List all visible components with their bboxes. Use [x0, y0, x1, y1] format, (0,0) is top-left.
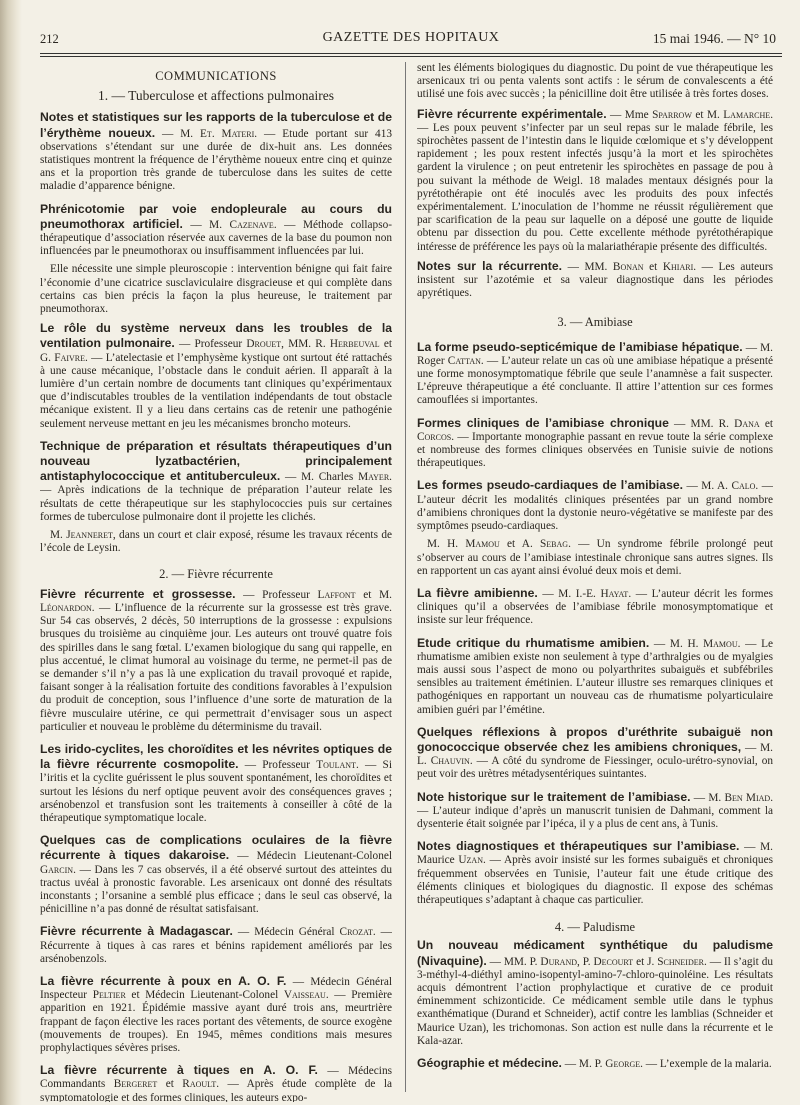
- article-body: , dans un court et clair exposé, résume les travaux récents de l’école de Leysin.: [40, 529, 392, 555]
- section-heading-amibiase: 3. — Amibiase: [557, 315, 633, 330]
- author-name: Toulant: [316, 759, 356, 772]
- author-name: Sparrow: [652, 108, 692, 121]
- article-heading: Technique de préparation et résultats thérapeutiques d’un nouveau lyzatbactérien, principalement antistaphylococcique et antituberculeux.: [40, 438, 392, 484]
- article-body: . — Les auteurs insistent sur l’azotémie et sa valeur diagnostique dans les périodes apyrétiques.: [417, 260, 773, 300]
- article-heading: Notes et statistiques sur les rapports de la tuberculose et de l’érythème noueux.: [40, 110, 392, 140]
- article-tiques-aof: La fièvre récurrente à tiques en A. O. F. — Médecins Commandants Bergeret et Raoult. — Après étude complète de la symptomatologie et des formes cliniques, les auteurs expo-: [40, 1063, 392, 1102]
- article-body: . — Si l’iritis et la cyclite guérissent le plus souvent spontanément, les choroïdites et surtout les lésions du nerf optique peuvent avoir des conséquences graves ; arsénobenzol et transfusion sont les traitements à conseiller à côté de la thérapeutique symptomatique locale.: [40, 759, 392, 824]
- author-name: Raoult: [182, 1078, 217, 1091]
- author-name: Garcin: [40, 863, 74, 876]
- article-body: . — L’atelectasie et l’emphysème kystique ont surtout été rattachés à une cause mécanique, l’obstacle dans le conduit aérien. Il apparaît à la lumière d’un certain nombre de documents tant cliniques qu’expérimentaux que d’indiscutables troubles de la ventilation indépendants de tout obstacle mécanique existent. Il y a lieu dans certains cas de retenir une pathogénie seulement nerveuse mettant en jeu les mécanismes broncho moteurs.: [40, 351, 392, 430]
- article-rhumatisme: Etude critique du rhumatisme amibien. — M. H. Mamou. — Le rhumatisme amibien existe non seulement à type d’arthralgies ou de myalgies mais aussi sous l’aspect de mono ou polyarthrites subaiguës et subfébriles sensibles au traitement émétinien. L’auteur illustre ses remarques cliniques et pathogéniques en rapportant un nouveau cas de rhumatisme polyarticulaire amibien guéri par l’émétine.: [417, 635, 773, 716]
- author-name: Calo: [731, 480, 756, 493]
- author-name: Bonan: [612, 260, 644, 273]
- article-urethrite: Quelques réflexions à propos d’uréthrite subaiguë non gonococcique observée chez les amibiens chroniques, — M. L. Chauvin. — A côté du syndrome de Fiessinger, oculo-urétro-synovial, on peut voir des urètres métadysentériques suintantes.: [417, 724, 773, 781]
- article-irido-cyclites: Les irido-cyclites, les choroïdites et les névrites optiques de la fièvre récurrente cosmopolite. — Professeur Toulant. — Si l’iritis et la cyclite guérissent le plus souvent spontanément, les choroïdites et surtout les lésions du nerf optique peuvent avoir des conséquences graves ; arsénobenzol et transfusion sont les traitements à conseiller à côté de la thérapeutique symptomatique locale.: [40, 741, 392, 824]
- article-body: . — Importante monographie passant en revue toute la série complexe et nombreuse des formes cliniques observées en Tunisie suivie de notions thérapeutiques.: [417, 430, 773, 470]
- article-nivaquine: Un nouveau médicament synthétique du paludisme (Nivaquine). — MM. P. Durand, P. Decourt et J. Schneider. — Il s’agit du 3-méthyl-4-diéthyl amino-isopentyl-amino-7-chloro-quinoléine. Les résultats acquis démontrent l’action prophylactique et curative de ce produit éminemment schizonticide. Ce médicament semble utile dans le typhus exanthématique (Durand et Schneider), actif contre les lamblias (Schneider et Maurice Uzan), les trichomonas. Son action est nulle dans la récurrente et le Kala-azar.: [417, 938, 773, 1047]
- article-body: . — Récurrente à tiques à cas rares et bénins rapidement améliorés par les arsénobenzols.: [40, 926, 392, 965]
- article-heading: La forme pseudo-septicémique de l’amibiase hépatique.: [417, 339, 743, 354]
- article-heading: Les irido-cyclites, les choroïdites et les névrites optiques de la fièvre récurrente cosmopolite.: [40, 741, 392, 772]
- article-heading: Phrénicotomie par voie endopleurale au cours du pneumothorax artificiel.: [40, 201, 392, 231]
- article-phrenicotomie: Phrénicotomie par voie endopleurale au cours du pneumothorax artificiel. — M. Cazenave. — Méthode collapso-thérapeutique d’association réservée aux cavernes de la base du poumon non influencées par le pneumothorax ou insuffisamment influencées par lui.: [40, 201, 392, 258]
- article-body: . — L’exemple de la malaria.: [640, 1058, 772, 1070]
- article-heading: Un nouveau médicament synthétique du paludisme (Nivaquine).: [417, 938, 773, 968]
- article-heading: Le rôle du système nerveux dans les troubles de la ventilation pulmonaire.: [40, 321, 392, 351]
- author-name: Faivre: [54, 351, 86, 364]
- author-name: George: [605, 1058, 641, 1070]
- issue-date: 15 mai 1946. — N° 10: [652, 31, 776, 46]
- article-heading: Etude critique du rhumatisme amibien.: [417, 635, 650, 650]
- article-heading: La fièvre récurrente à tiques en A. O. F.: [40, 1063, 318, 1078]
- right-column: [417, 62, 773, 1102]
- article-body: . — Etude portant sur 413 observations s’étendant sur une durée de dix-huit ans. Les données statistiques montrent la fréquence de l’érythème noueux entre cinq et quinze ans et la proportion très grande de tuberculose dans les suites de cette maladie d’apparence bénigne.: [40, 127, 392, 193]
- author-name: Jeanneret: [66, 529, 113, 542]
- author-name: Cazenave: [229, 218, 274, 231]
- author-name: Ben Miad: [724, 791, 771, 804]
- article-body: . — L’auteur décrit les modalités cliniques présentées par un grand nombre d’amibiens chroniques dont la dystonie neuro-végétative se manifeste par des symptômes pseudo-cardiaques.: [417, 480, 773, 533]
- article-complications-oculaires: Quelques cas de complications oculaires de la fièvre récurrente à tiques dakaroise. — Médecin Lieutenant-Colonel Garcin. — Dans les 7 cas observés, il a été observé surtout des atteintes du tractus uvéal à pronostic favorable. Les arsenicaux ont donné des résultats inconstants ; l’orsanine a semblé plus efficace ; dans le seul cas observé, la pénicilline n’a pas donné de résultat satisfaisant.: [40, 833, 392, 916]
- article-body: . — Les poux peuvent s’infecter par un seul repas sur le malade fébrile, les spirochètes passent de l’intestin dans le liquide cœlomique et s’y développent rapidement ; les poux restent infectés jusqu’à la mort et les spirochètes gardent la virulence ; on peut entretenir les spirochètes en passage de pou à pou suivant la méthode de Weigl. 18 malades mentaux désignés pour la pyrétothérapie ont été inoculés avec les produits des poux infectés expérimentalement. L’inoculation de l’homme ne réussit régulièrement que par scarification de la peau sur laquelle on a déposé une goutte de liquide obtenu par dissection du pou. Cette excellente méthode pyrétothérapique intéresse de préférence les pays où la malariathérapie présente des difficultés.: [417, 108, 773, 253]
- article-grossesse: Fièvre récurrente et grossesse. — Professeur Laffont et M. Léonardon. — L’influence de la récurrente sur la grossesse est très grave. Sur 54 cas observés, 2 décès, 50 interruptions de la grossesse : expulsions brusques du troisième au cinquième jour. Les auteurs ont trouvé quatre fois des spirilles dans le sang fœtal. L’examen biologique du sang qui rappelle, en plus accentué, le climat humoral au voisinage du terme, ne permet-il pas de se demander s’il n’y a pas là une explication du travail provoqué et rapide, faisant songer à la réalisation fortuite des conditions favorables à l’expulsion du produit de conception, sous l’influence d’une sorte de maturation de la fièvre musculaire utérine, ce qui permettrait d’envisager sous un aspect particulier et nouveau le problème du déterminisme du travail.: [40, 586, 392, 733]
- article-heading: Notes sur la récurrente.: [417, 258, 563, 273]
- author-name: Peltier: [92, 989, 126, 1002]
- article-heading: Fièvre récurrente et grossesse.: [40, 586, 236, 601]
- article-body: . — Méthode collapso-thérapeutique d’association réservée aux cavernes de la base du poumon non influencées par le pneumothorax ou insuffisamment influencées par lui.: [40, 218, 392, 258]
- article-heading: Géographie et médecine.: [417, 1056, 562, 1070]
- newspaper-page: [40, 0, 782, 1105]
- author-name: Schneider: [657, 955, 704, 968]
- article-body: . — L’auteur indique d’après un manuscrit tunisien de Dahmani, comment la dysenterie était soignée par l’ipéca, il y a plus de cent ans, à Tunis.: [417, 791, 773, 830]
- author-name: Sebag: [540, 538, 569, 551]
- article-systeme-nerveux: Le rôle du système nerveux dans les troubles de la ventilation pulmonaire. — Professeur Drouet, MM. R. Herbeuval et G. Faivre. — L’atelectasie et l’emphysème kystique ont surtout été rattachés à une cause mécanique, l’obstacle dans le conduit aérien. Il apparaît à la lumière d’un certain nombre de documents tant cliniques qu’expérimentaux que d’indiscutables troubles de la ventilation indépendants de tout obstacle mécanique existent. Il y a lieu dans certains cas de retenir une pathogénie seulement nerveuse mettant en jeu les mécanismes broncho moteurs.: [40, 321, 392, 430]
- article-body: . — Après indications de la technique de préparation l’auteur relate les résultats de cette thérapeutique sur les staphylococcies puis sur certaines formes de tuberculose pulmonaire dont il projette les clichés.: [40, 471, 392, 523]
- article-body: . — Dans les 7 cas observés, il a été observé surtout des atteintes du tractus uvéal à pronostic favorable. Les arsenicaux ont donné des résultats inconstants ; l’orsanine a semblé plus efficace ; dans le seul cas observé, la pénicilline n’a pas donné de résultat satisfaisant.: [40, 863, 392, 916]
- article-heading: Note historique sur le traitement de l’amibiase.: [417, 789, 691, 804]
- article-body: . — L’influence de la récurrente sur la grossesse est très grave. Sur 54 cas observés, 2 décès, 50 interruptions de la grossesse : expulsions brusques du troisième au cinquième jour. Les auteurs ont trouvé quatre fois des spirilles dans le sang fœtal. L’examen biologique du sang qui rappelle, en plus accentué, le climat humoral au voisinage du terme, ne permet-il pas de se demander s’il n’y a pas là une explication du travail provoqué et rapide, faisant songer à la réalisation fortuite des conditions favorables à l’expulsion du produit de conception, sous l’influence d’une sorte de maturation de la fièvre musculaire utérine, ce qui permettrait d’envisager sous un aspect particulier et nouveau le problème du déterminisme du travail.: [40, 601, 392, 733]
- article-paragraph: M. Jeanneret, dans un court et clair exposé, résume les travaux récents de l’école de Leysin.: [40, 529, 392, 555]
- article-heading: Formes cliniques de l’amibiase chronique: [417, 415, 669, 430]
- author-name: Mamou: [703, 637, 738, 650]
- author-name: Durand: [540, 955, 578, 968]
- page-spine-shadow: [0, 0, 22, 1105]
- article-fievre-amibienne: La fièvre amibienne. — M. I.-E. Hayat. — L’auteur décrit les formes cliniques qu’il a observées de l’amibiase fébrile monosymptomatique et insiste sur leur fréquence.: [417, 585, 773, 627]
- author-name: Vaisseau: [283, 989, 326, 1002]
- author-name: Bergeret: [113, 1078, 158, 1091]
- article-poux-aof: La fièvre récurrente à poux en A. O. F. — Médecin Général Inspecteur Peltier et Médecin Lieutenant-Colonel Vaisseau. — Première apparition en 1921. Épidémie massive ayant duré trois ans, meurtrière frappant de façon élective les races portant des vêtements, de source exogène (mouvements de troupes). En 1945, mêmes conditions mais mesures prophylactiques sévères prises.: [40, 973, 392, 1054]
- header-rule-bottom: [40, 56, 782, 57]
- article-heading: Quelques réflexions à propos d’uréthrite subaiguë non gonococcique observée chez les amibiens chroniques,: [417, 724, 773, 754]
- article-heading: Les formes pseudo-cardiaques de l’amibiase.: [417, 478, 684, 493]
- article-heading: La fièvre récurrente à poux en A. O. F.: [40, 973, 287, 988]
- article-heading: Quelques cas de complications oculaires de la fièvre récurrente à tiques dakaroise.: [40, 833, 392, 863]
- author-name: Lamarche: [723, 108, 771, 121]
- author-name: Uzan: [458, 854, 483, 867]
- article-body: . — Il s’agit du 3-méthyl-4-diéthyl amino-isopentyl-amino-7-chloro-quinoléine. Les résultats acquis démontrent l’action prophylactique et curative de ce produit éminemment schizonticide. Ce médicament semble utile dans le typhus exanthématique (Durand et Schneider), actif contre les lamblias (Schneider et Maurice Uzan), les trichomonas. Son action est nulle dans la récurrente et le Kala-azar.: [417, 955, 773, 1047]
- article-madagascar: Fièvre récurrente à Madagascar. — Médecin Général Crozat. — Récurrente à tiques à cas rares et bénins rapidement améliorés par les arsénobenzols.: [40, 924, 392, 965]
- header-rule-top: [40, 53, 782, 54]
- article-lyzatbacterien: Technique de préparation et résultats thérapeutiques d’un nouveau lyzatbactérien, principalement antistaphylococcique et antituberculeux. — M. Charles Mayer. — Après indications de la technique de préparation l’auteur relate les résultats de cette thérapeutique sur les staphylococcies puis sur certaines formes de tuberculose pulmonaire dont il projette les clichés.: [40, 438, 392, 523]
- author-name: Mamou: [465, 538, 500, 551]
- author-name: Drouet: [246, 338, 282, 351]
- author-name: Mayer: [358, 471, 390, 484]
- article-body: . — L’auteur décrit les formes cliniques qu’il a observées de l’amibiase fébrile monosymptomatique et insiste sur leur fréquence.: [417, 587, 773, 627]
- journal-title: GAZETTE DES HOPITAUX: [322, 30, 500, 45]
- article-paragraph: M. H. Mamou et A. Sebag. — Un syndrome fébrile prolongé peut s’observer au cours de l’amibiase intestinale chronique sans autres signes. Ils en rapportent un cas ayant ainsi évolué deux mois et demi.: [417, 538, 773, 577]
- article-formes-cliniques: Formes cliniques de l’amibiase chronique — MM. R. Dana et Corcos. — Importante monographie passant en revue toute la série complexe et nombreuse des formes cliniques observées en Tunisie suivie de notions thérapeutiques.: [417, 415, 773, 470]
- article-pseudo-septicemique: La forme pseudo-septicémique de l’amibiase hépatique. — M. Roger Cattan. — L’auteur relate un cas où une amibiase hépatique a présenté une forme monosymptomatique fébrile que seule l’anamnèse a fait suspecter. L’épreuve thérapeutique a été concluante. Il attire l’attention sur ces formes camouflées si importantes.: [417, 339, 773, 407]
- section-heading-paludisme: 4. — Paludisme: [554, 920, 636, 935]
- article-body: . — Le rhumatisme amibien existe non seulement à type d’arthralgies ou de myalgies mais aussi sous l’aspect de mono ou polyarthrites subaiguës et subfébriles sensibles au traitement émétinien. L’auteur illustre ses remarques cliniques et pathogéniques en rapportant un nouveau cas de rhumatisme polyarticulaire amibien guéri par l’émétine.: [417, 637, 773, 716]
- author-name: Et. Materi: [200, 127, 255, 140]
- article-body: . — A côté du syndrome de Fiessinger, oculo-urétro-synovial, on peut voir des urètres métadysentériques suintantes.: [417, 755, 773, 781]
- article-heading: Fièvre récurrente expérimentale.: [417, 106, 607, 121]
- section-heading-fievre-recurrente: 2. — Fièvre récurrente: [159, 566, 273, 581]
- article-notes-diagnostiques: Notes diagnostiques et thérapeutiques sur l’amibiase. — M. Maurice Uzan. — Après avoir insisté sur les formes subaiguës et chroniques fréquemment observées en Tunisie, l’auteur fait une étude critique des éléments cliniques et biologiques du diagnostic. Il expose des schémas thérapeutiques s’adaptant à chaque cas particulier.: [417, 839, 773, 906]
- article-body: . — Un syndrome fébrile prolongé peut s’observer au cours de l’amibiase intestinale chronique sans autres signes. Ils en rapportent un cas ayant ainsi évolué deux mois et demi.: [417, 538, 773, 577]
- article-notes-recurrente: Notes sur la récurrente. — MM. Bonan et Khiari. — Les auteurs insistent sur l’azotémie et sa valeur diagnostique dans les périodes apyrétiques.: [417, 258, 773, 300]
- author-name: Chauvin: [430, 755, 470, 768]
- section-heading-tuberculose: 1. — Tuberculose et affections pulmonaires: [98, 88, 334, 104]
- article-body: Elle nécessite une simple pleuroscopie : intervention bénigne qui fait faire l’économie d’une cicatrice susclaviculaire disgracieuse et qui complète dans certains cas bien précis la façon la plus heureuse, le traitement par pneumothorax.: [40, 263, 392, 316]
- article-heading: Notes diagnostiques et thérapeutiques sur l’amibiase.: [417, 839, 740, 854]
- article-body: . — Première apparition en 1921. Épidémie massive ayant duré trois ans, meurtrière frappant de façon élective les races portant des vêtements, de source exogène (mouvements de troupes). En 1945, mêmes conditions mais mesures prophylactiques sévères prises.: [40, 989, 392, 1054]
- author-name: Crozat: [339, 926, 373, 939]
- author-name: Corcos: [417, 430, 452, 443]
- author-name: Laffont: [317, 588, 356, 601]
- author-name: Khiari: [662, 260, 694, 273]
- author-name: Cattan: [447, 354, 481, 367]
- section-title: COMMUNICATIONS: [155, 69, 277, 83]
- article-pseudo-cardiaques: Les formes pseudo-cardiaques de l’amibiase. — M. A. Calo. — L’auteur décrit les modalités cliniques présentées par un grand nombre d’amibiens chroniques dont la dystonie neuro-végétative se manifeste par des symptômes pseudo-cardiaques.: [417, 478, 773, 533]
- article-note-historique: Note historique sur le traitement de l’amibiase. — M. Ben Miad. — L’auteur indique d’après un manuscrit tunisien de Dahmani, comment la dysenterie était soignée par l’ipéca, il y a plus de cent ans, à Tunis.: [417, 789, 773, 830]
- article-heading: Fièvre récurrente à Madagascar.: [40, 924, 233, 939]
- column-divider: [405, 62, 406, 1092]
- article-heading: La fièvre amibienne.: [417, 585, 538, 600]
- article-body: . — L’auteur relate un cas où une amibiase hépatique a présenté une forme monosymptomatique fébrile que seule l’anamnèse a fait suspecter. L’épreuve thérapeutique a été concluante. Il attire l’attention sur ces formes camouflées si importantes.: [417, 354, 773, 407]
- author-name: Dana: [734, 417, 760, 430]
- article-erytheme: Notes et statistiques sur les rapports de la tuberculose et de l’érythème noueux. — M. Et. Materi. — Etude portant sur 413 observations s’étendant sur une durée de dix-huit ans. Les données statistiques montrent la fréquence de l’érythème noueux entre cinq et quinze ans et la proportion très grande de tuberculose dans les suites de cette maladie d’apparence bénigne.: [40, 110, 392, 193]
- article-geographie: Géographie et médecine. — M. P. George. — L’exemple de la malaria.: [417, 1056, 772, 1070]
- article-body: . — Après étude complète de la symptomatologie et des formes cliniques, les auteurs expo-: [40, 1078, 392, 1102]
- author-name: Hayat: [600, 587, 629, 600]
- article-body: . — Après avoir insisté sur les formes subaiguës et chroniques fréquemment observées en Tunisie, l’auteur fait une étude critique des éléments cliniques et biologiques du diagnostic. Il expose des schémas thérapeutiques s’adaptant à chaque cas particulier.: [417, 854, 773, 906]
- page-header: [40, 30, 782, 50]
- author-name: R. Herbeuval: [315, 338, 380, 351]
- article-continuation: sent les éléments biologiques du diagnostic. Du point de vue thérapeutique les arsenicaux tri ou penta valents sont actifs : le sérum de convalescents a été utilisé une fois avec succès ; la pénicilline doit être utilisée à très fortes doses.: [417, 62, 773, 101]
- page-number: 212: [40, 32, 59, 46]
- left-column: [40, 62, 392, 1102]
- author-name: Léonardon: [40, 601, 92, 614]
- author-name: Decourt: [593, 955, 634, 968]
- article-fievre-experimentale: Fièvre récurrente expérimentale. — Mme Sparrow et M. Lamarche. — Les poux peuvent s’infecter par un seul repas sur le malade fébrile, les spirochètes passent de l’intestin dans le liquide cœlomique et s’y développent rapidement ; les poux restent infectés jusqu’à la mort et les spirochètes gardent la virulence ; on peut entretenir les spirochètes en passage de pou à pou suivant la méthode de Weigl. 18 malades mentaux désignés pour la pyrétothérapie ont été inoculés avec les produits des poux infectés expérimentalement. L’inoculation de l’homme ne réussit régulièrement que par scarification de la peau sur laquelle on a déposé une goutte de liquide obtenu par dissection du pou. Cette excellente méthode pyrétothérapique intéresse de préférence les pays où la malariathérapie présente des difficultés.: [417, 106, 773, 253]
